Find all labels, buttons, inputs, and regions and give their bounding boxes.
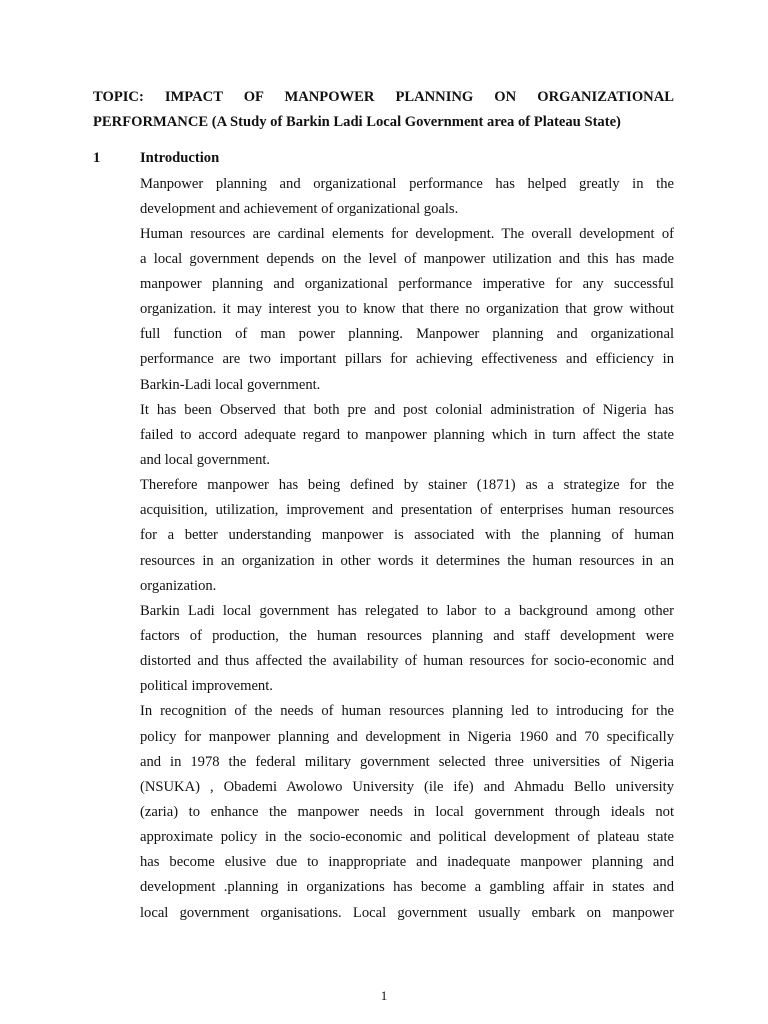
- text-line: organization.: [140, 577, 217, 594]
- text-line: Barkin Ladi local government has relegated to labor to a background among other: [140, 602, 674, 619]
- text-line: performance are two important pillars for achieving effectiveness and efficiency in: [140, 351, 674, 368]
- title-line: PERFORMANCE (A Study of Barkin Ladi Local Government area of Plateau State): [93, 114, 621, 130]
- text-line: factors of production, the human resources planning and staff development were: [140, 628, 674, 645]
- paragraph: [140, 172, 674, 222]
- text-line: Barkin-Ladi local government.: [140, 376, 321, 393]
- text-line: political improvement.: [140, 678, 273, 695]
- text-line: policy for manpower planning and development in Nigeria 1960 and 70 specifically: [140, 728, 674, 745]
- text-line: has become elusive due to inappropriate and inadequate manpower planning and: [140, 854, 674, 871]
- text-line: a local government depends on the level of manpower utilization and this has made: [140, 250, 674, 267]
- text-line: development and achievement of organizational goals.: [140, 200, 459, 217]
- paragraph: [140, 473, 674, 599]
- text-line: full function of man power planning. Manpower planning and organizational: [140, 326, 674, 343]
- text-line: Therefore manpower has being defined by stainer (1871) as a strategize for the: [140, 477, 674, 494]
- title-line: TOPIC: IMPACT OF MANPOWER PLANNING ON ORGANIZATIONAL: [93, 89, 674, 105]
- text-line: Human resources are cardinal elements for development. The overall development of: [140, 225, 674, 242]
- text-line: approximate policy in the socio-economic and political development of plateau state: [140, 829, 674, 846]
- text-line: (NSUKA) , Obademi Awolowo University (ile ife) and Ahmadu Bello university: [140, 778, 674, 795]
- text-line: In recognition of the needs of human resources planning led to introducing for the: [140, 703, 674, 720]
- document-title: [93, 85, 674, 135]
- text-line: organization. it may interest you to know that there no organization that grow without: [140, 301, 674, 318]
- paragraph: [140, 699, 674, 925]
- text-line: and local government.: [140, 452, 271, 469]
- section-number: 1: [93, 150, 101, 166]
- document-body: [140, 172, 674, 926]
- text-line: acquisition, utilization, improvement and presentation of enterprises human resources: [140, 502, 674, 519]
- text-line: failed to accord adequate regard to manpower planning which in turn affect the state: [140, 426, 674, 443]
- page-number: 1: [380, 988, 388, 1003]
- paragraph: [140, 599, 674, 700]
- text-line: It has been Observed that both pre and post colonial administration of Nigeria has: [140, 401, 674, 418]
- text-line: for a better understanding manpower is associated with the planning of human: [140, 527, 674, 544]
- text-line: local government organisations. Local government usually embark on manpower: [140, 904, 674, 921]
- section-title: Introduction: [140, 150, 220, 166]
- text-line: resources in an organization in other words it determines the human resources in an: [140, 552, 674, 569]
- text-line: and in 1978 the federal military government selected three universities of Nigeria: [140, 753, 674, 770]
- text-line: distorted and thus affected the availability of human resources for socio-economic and: [140, 653, 674, 670]
- paragraph: [140, 222, 674, 398]
- text-line: development .planning in organizations has become a gambling affair in states and: [140, 879, 674, 896]
- text-line: (zaria) to enhance the manpower needs in local government through ideals not: [140, 804, 674, 821]
- paragraph: [140, 398, 674, 473]
- text-line: manpower planning and organizational performance imperative for any successful: [140, 276, 674, 293]
- text-line: Manpower planning and organizational performance has helped greatly in the: [140, 175, 674, 192]
